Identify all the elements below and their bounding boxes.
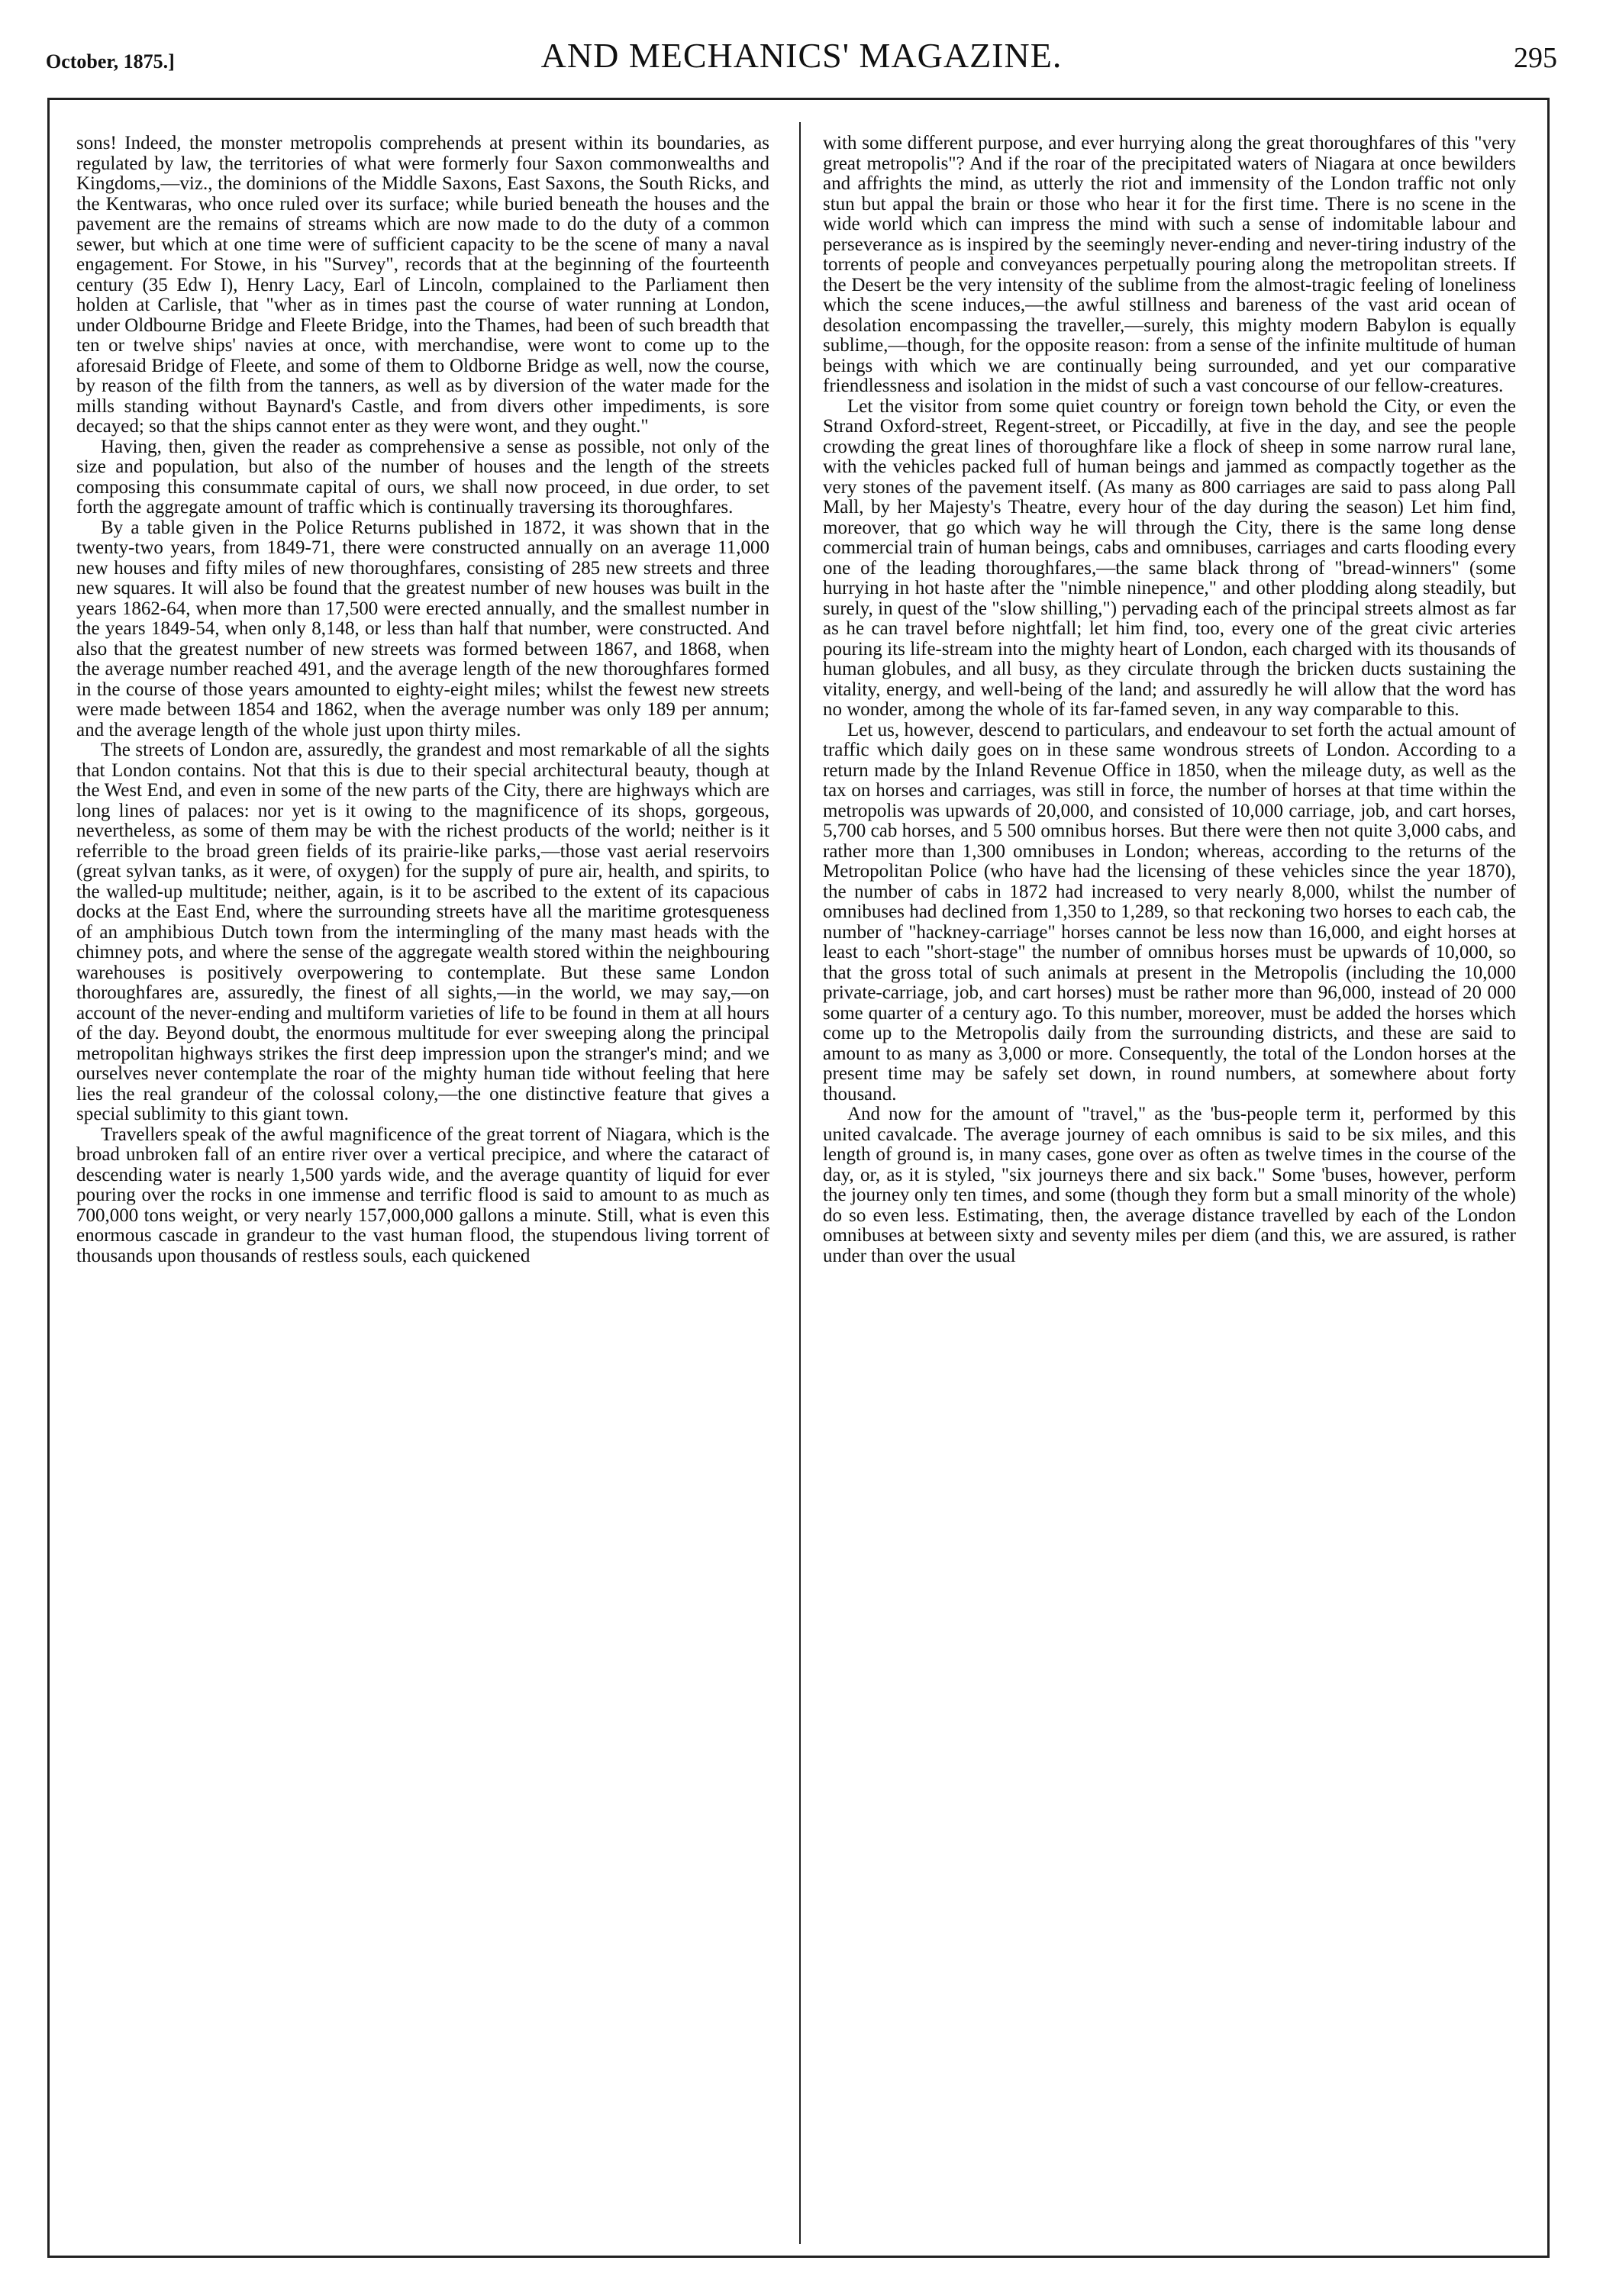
paragraph: And now for the amount of "travel," as the 'bus-people term it, performed by this united cavalcade. The average journey of each omnibus is said to be six miles, and this length of ground is, in many cases, gone over as often as twelve times in the course of the day, or, as it is styled, "six journeys there and six back." Some 'buses, however, perform the journey only ten times, and some (though they form but a small minority of the whole) do so even less. Estimating, then, the average distance travelled by each of the London omnibuses at between sixty and seventy miles per diem (and this, we are assured, is rather under than over the usual (823, 1104, 1516, 1266)
page-header (46, 34, 1557, 79)
paragraph: Having, then, given the reader as comprehensive a sense as possible, not only of the size and population, but also of the number of houses and the length of the streets composing this consummate capital of ours, we shall now proceed, in due order, to set forth the aggregate amount of traffic which is continually traversing its thoroughfares. (76, 436, 769, 518)
paragraph: sons! Indeed, the monster metropolis comprehends at present within its boundaries, as regulated by law, the territories of what were formerly four Saxon commonwealths and Kingdoms,—viz., the dominions of the Middle Saxons, East Saxons, the South Ricks, and the Kentwaras, who once ruled over its surface; while buried beneath the houses and the pavement are the remains of streams which are now made to do the duty of a common sewer, but which at one time were of sufficient capacity to be the scene of many a naval engagement. For Stowe, in his "Survey", records that at the beginning of the fourteenth century (35 Edw I), Henry Lacy, Earl of Lincoln, complained to the Parliament then holden at Carlisle, that "wher as in times past the course of water running at London, under Oldbourne Bridge and Fleete Bridge, into the Thames, had been of such breadth that ten or twelve ships' navies at once, with merchandise, were wont to come up to the aforesaid Bridge of Fleete, and some of them to Oldborne Bridge as well, now the course, by reason of the filth from the tanners, as well as by diversion of the water made for the mills standing without Baynard's Castle, and from divers other impediments, is sore decayed; so that the ships cannot enter as they were wont, and they ought." (76, 133, 769, 437)
right-column (823, 134, 1516, 1266)
paragraph: The streets of London are, assuredly, the grandest and most remarkable of all the sights that London contains. Not that this is due to their special architectural beauty, though at the West End, and even in some of the new parts of the City, there are highways which are long lines of palaces: nor yet is it owing to the magnificence of its shops, gorgeous, nevertheless, as some of them may be with the richest products of the world; neither is it referrible to the broad green fields of its prairie-like parks,—those vast aerial reservoirs (great sylvan tanks, as it were, of oxygen) for the supply of pure air, health, and spirits, to the walled-up multitude; neither, again, is it to be ascribed to the extent of its capacious docks at the East End, where the surrounding streets have all the maritime grotesqueness of an amphibious Dutch town from the intermingling of the many mast heads with the chimney pots, and where the sense of the aggregate wealth stored within the neighbouring warehouses is positively overpowering to contemplate. But these same London thoroughfares are, assuredly, the finest of all sights,—in the world, we may say,—on account of the never-ending and multiform varieties of life to be found in them at all hours of the day. Beyond doubt, the enormous multitude for ever sweeping along the principal metropolitan highways strikes the first deep impression upon the stranger's mind; and we ourselves never contemplate the roar of the mighty human tide without feeling that here lies the real grandeur of the colossal colony,—the one distinctive feature that gives a special sublimity to this giant town. (76, 740, 769, 1124)
running-title: AND MECHANICS' MAGAZINE. (540, 36, 1063, 75)
paragraph: Travellers speak of the awful magnificence of the great torrent of Niagara, which is the broad unbroken fall of an entire river over a vertical precipice, and where the cataract of descending water is nearly 1,500 yards wide, and the average quantity of liquid for ever pouring over the rocks in one immense and terrific flood is said to amount to as much as 700,000 tons weight, or very nearly 157,000,000 gallons a minute. Still, what is even this enormous cascade in grandeur to the vast human flood, the stupendous living torrent of thousands upon thousands of restless souls, each quickened (76, 1124, 769, 1266)
issue-date: October, 1875.] (46, 50, 175, 73)
paragraph: Let us, however, descend to particulars, and endeavour to set forth the actual amount of traffic which daily goes on in these same wondrous streets of London. According to a return made by the Inland Revenue Office in 1850, when the mileage duty, as well as the tax on horses and carriages, was still in force, the number of horses at that time within the metropolis was upwards of 20,000, and consisted of 10,000 carriage, job, and cart horses, 5,700 cab horses, and 5 500 omnibus horses. But there were then not quite 3,000 cabs, and rather more than 1,300 omnibuses in London; whereas, according to the returns of the Metropolitan Police (who have had the licensing of these vehicles since the year 1870), the number of cabs in 1872 had increased to very nearly 8,000, whilst the number of omnibuses had declined from 1,350 to 1,289, so that reckoning two horses to each cab, the number of "hackney-carriage" horses cannot be less now than 16,000, and eight horses at least to each "short-stage" the number of omnibus horses must be upwards of 10,000, so that the gross total of such animals at present in the Metropolis (including the 10,000 private-carriage, job, and cart horses) must be rather more than 96,000, instead of 20 000 some quarter of a century ago. To this number, moreover, must be added the horses which come up to the Metropolis daily from the surrounding districts, and these are said to amount to as many as 3,000 or more. Consequently, the total of the London horses at the present time may be safely set down, in round numbers, at somewhere about forty thousand. (823, 719, 1516, 1104)
paragraph: with some different purpose, and ever hurrying along the great thoroughfares of this "very great metropolis"? And if the roar of the precipitated waters of Niagara at once bewilders and affrights the mind, as utterly the riot and immensity of the London traffic not only stun but appal the brain or those who hear it for the first time. There is no scene in the wide world which can impress the mind with such a sense of indomitable labour and perseverance as is inspired by the seemingly never-ending and never-tiring industry of the torrents of people and conveyances perpetually pouring along the metropolitan streets. If the Desert be the very intensity of the sublime from the almost-tragic feeling of loneliness which the scene induces,—the awful stillness and bareness of the vast arid ocean of desolation encompassing the traveller,—surely, this mighty modern Babylon is equally sublime,—though, for the opposite reason: from a sense of the infinite multitude of human beings with which we are continually being surrounded, and yet our comparative friendlessness and isolation in the midst of such a vast concourse of our fellow-creatures. (823, 133, 1516, 396)
left-column (76, 134, 769, 1266)
column-divider (799, 122, 801, 2244)
paragraph: Let the visitor from some quiet country or foreign town behold the City, or even the Strand Oxford-street, Regent-street, or Piccadilly, at five in the day, and see the people crowding the great lines of thoroughfare like a flock of sheep in some narrow rural lane, with the vehicles packed full of human beings and jammed as compactly together as the very stones of the pavement itself. (As many as 800 carriages are said to pass along Pall Mall, by her Majesty's Theatre, every hour of the day during the season) Let him find, moreover, that go which way he will through the City, there is the same long dense commercial train of human beings, cabs and omnibuses, carriages and carts flooding every one of the leading thoroughfares,—the same black throng of "bread-winners" (some hurrying in hot haste after the "nimble ninepence," and other plodding along steadily, but surely, in quest of the "slow shilling,") pervading each of the principal streets almost as far as he can travel before nightfall; let him find, too, every one of the great civic arteries pouring its life-stream into the mighty heart of London, each charged with its thousands of human globules, and all busy, as they circulate through the bricken ducts sustaining the vitality, energy, and well-being of the land; and assuredly he will allow that the word has no wonder, among the whole of its far-famed seven, in any way comparable to this. (823, 395, 1516, 720)
paragraph: By a table given in the Police Returns published in 1872, it was shown that in the twenty-two years, from 1849-71, there were constructed annually on an average 11,000 new houses and fifty miles of new thoroughfares, consisting of 285 new streets and three new squares. It will also be found that the greatest number of new houses was built in the years 1862-64, when more than 17,500 were erected annually, and the smallest number in the years 1849-54, when only 8,148, or less than half that number, were constructed. And also that the greatest number of new streets was formed between 1867, and 1868, when the average number reached 491, and the average length of the new thoroughfares formed in the course of those years amounted to eighty-eight miles; whilst the fewest new streets were made between 1854 and 1862, when the average number was only 189 per annum; and the average length of the whole just upon thirty miles. (76, 517, 769, 740)
page-number: 295 (1514, 42, 1557, 74)
